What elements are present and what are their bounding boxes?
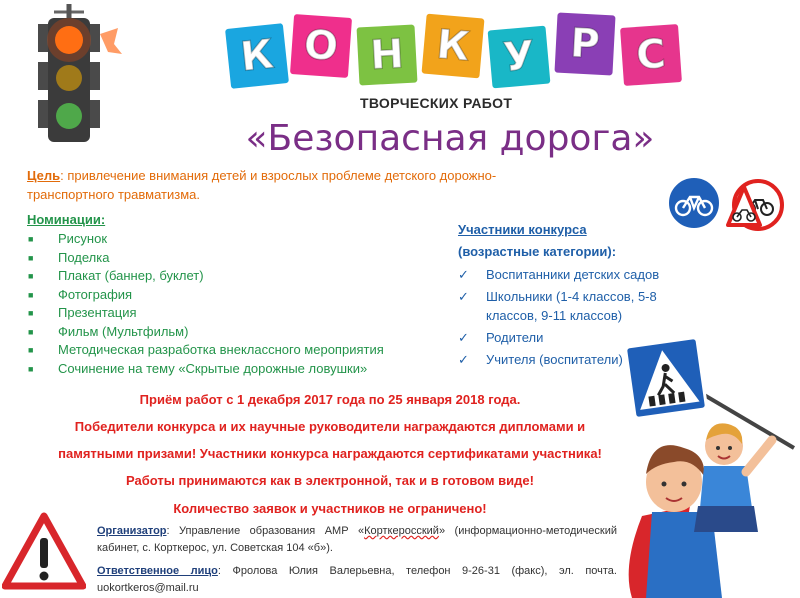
list-item: ✓ Школьники (1-4 классов, 5-8 классов, 9-11 классов) — [458, 289, 657, 323]
checkmark-icon: ✓ — [458, 352, 469, 367]
list-item: ■ Сочинение на тему «Скрытые дорожные ловушки» — [27, 360, 447, 379]
list-item: ■ Поделка — [27, 249, 447, 268]
organizer-info: Организатор: Управление образования АМР «Корткеросский» (информационно-методический кабинет, с. Корткерос, ул. Советская 104 «б»). — [97, 525, 617, 554]
list-item: ■ Рисунок — [27, 230, 447, 249]
organizer-label: Организатор — [97, 525, 167, 537]
participants-title: Участники конкурса — [458, 222, 587, 237]
list-item: ✓ Воспитанники детских садов — [458, 267, 660, 282]
title-letter: К — [421, 14, 484, 79]
children-illustration-icon — [612, 336, 800, 598]
square-bullet-icon: ■ — [28, 345, 34, 355]
page-title: «Безопасная дорога» — [245, 118, 655, 159]
participants-subtitle: (возрастные категории): — [458, 244, 617, 259]
announcement-format: Работы принимаются как в электронной, так и в готовом виде! — [126, 473, 534, 488]
title-letter: Р — [554, 13, 615, 76]
goal-label: Цель — [27, 168, 61, 183]
title-letter: С — [620, 24, 682, 86]
bicycle-signs-icon — [666, 175, 786, 231]
goal-text — [27, 166, 507, 204]
checkmark-icon: ✓ — [458, 330, 469, 345]
nominations-list — [27, 230, 447, 378]
checkmark-icon: ✓ — [458, 267, 469, 282]
subtitle: ТВОРЧЕСКИХ РАБОТ — [360, 95, 513, 111]
square-bullet-icon: ■ — [28, 308, 34, 318]
announcement-dates: Приём работ с 1 декабря 2017 года по 25 января 2018 года. — [139, 392, 521, 407]
list-item: ■ Методическая разработка внеклассного мероприятия — [27, 341, 447, 360]
responsible-label: Ответственное лицо — [97, 565, 218, 577]
title-letter: К — [225, 23, 289, 89]
title-letter: О — [290, 14, 352, 78]
organizer-district: Корткеросский — [364, 525, 439, 537]
list-item: ■ Презентация — [27, 304, 447, 323]
square-bullet-icon: ■ — [28, 271, 34, 281]
announcement-unlimited: Количество заявок и участников не ограничено! — [173, 501, 487, 516]
responsible-contact: : Фролова Юлия Валерьевна, телефон 9-26-31 (факс), эл. почта. uokortkeros@mail.ru — [97, 565, 617, 594]
title-letter: Н — [357, 25, 418, 86]
list-item: ■ Плакат (баннер, буклет) — [27, 267, 447, 286]
square-bullet-icon: ■ — [28, 234, 34, 244]
responsible-info — [97, 563, 617, 597]
list-item: ✓ Учителя (воспитатели) — [458, 352, 623, 367]
exclamation-warning-sign-icon — [2, 512, 86, 590]
goal-description: : привлечение внимания детей и взрослых проблеме детского дорожно-транспортного травматизма. — [27, 168, 497, 202]
nominations-title: Номинации: — [27, 212, 106, 227]
list-item: ■ Фотография — [27, 286, 447, 305]
square-bullet-icon: ■ — [28, 363, 34, 374]
square-bullet-icon: ■ — [28, 326, 34, 337]
checkmark-icon: ✓ — [458, 289, 469, 304]
announcement-awards-line2: памятными призами! Участники конкурса награждаются сертификатами участника! — [58, 446, 602, 461]
title-letter: У — [488, 26, 551, 89]
square-bullet-icon: ■ — [28, 252, 34, 263]
square-bullet-icon: ■ — [28, 289, 34, 300]
list-item: ■ Фильм (Мультфильм) — [27, 323, 447, 342]
list-item: ✓ Родители — [458, 330, 544, 345]
announcement-awards-line1: Победители конкурса и их научные руководители награждаются дипломами и — [74, 419, 586, 434]
title-letters — [228, 10, 688, 88]
